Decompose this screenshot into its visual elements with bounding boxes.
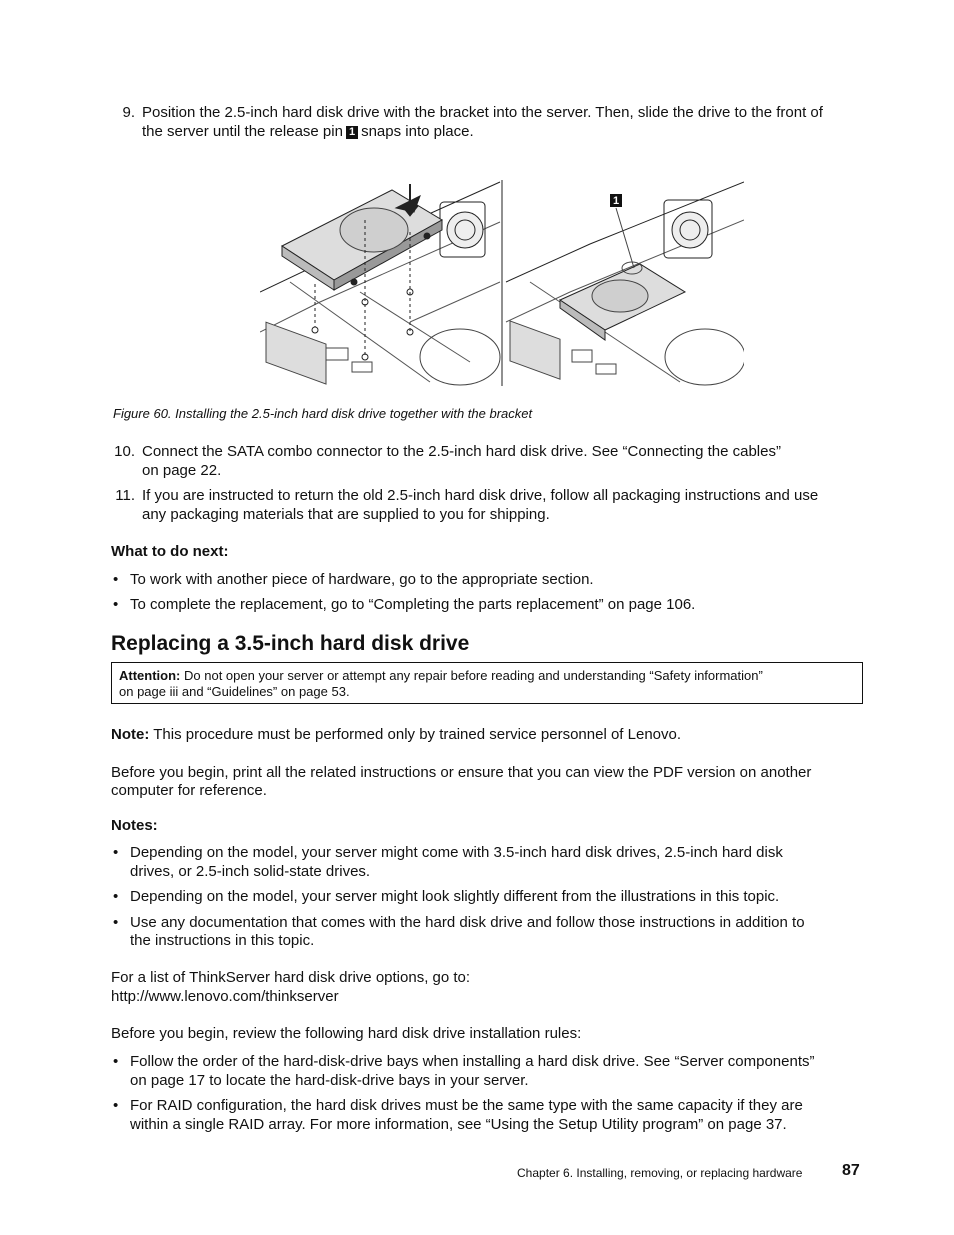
note-label: Note:: [111, 726, 150, 743]
bullet: •: [113, 1053, 119, 1070]
step-number: 11.: [115, 487, 135, 504]
before-line2: computer for reference.: [111, 782, 267, 799]
options-url-link[interactable]: http://www.lenovo.com/thinkserver: [111, 988, 339, 1005]
rules-item1-line2: on page 17 to locate the hard-disk-drive bays in your server.: [130, 1072, 529, 1089]
step10-line2: on page 22.: [142, 462, 222, 479]
figure-callout-label: 1: [612, 195, 620, 207]
callout-badge: 1: [346, 126, 358, 139]
section-title: Replacing a 3.5-inch hard disk drive: [111, 632, 470, 655]
notes-item1-line2: drives, or 2.5-inch solid-state drives.: [130, 863, 371, 880]
rules-item1-line1: Follow the order of the hard-disk-drive bays when installing a hard disk drive. See “Server components”: [130, 1053, 815, 1070]
attention-label: Attention:: [119, 668, 181, 683]
page-number: 87: [842, 1162, 860, 1179]
bullet: •: [113, 914, 119, 931]
next-heading: What to do next:: [111, 543, 229, 560]
figure-caption: Figure 60. Installing the 2.5-inch hard disk drive together with the bracket: [113, 406, 533, 421]
hard-disk-install-drawing: [260, 172, 744, 386]
notes-item1-line1: Depending on the model, your server might come with 3.5-inch hard disk drives, 2.5-inch hard disk: [130, 844, 783, 861]
before-line1: Before you begin, print all the related instructions or ensure that you can view the PDF version on another: [111, 764, 812, 781]
rules-intro: Before you begin, review the following hard disk drive installation rules:: [111, 1025, 582, 1042]
attention-text: Do not open your server or attempt any repair before reading and understanding “Safety information”: [184, 668, 763, 683]
attention-box: [111, 662, 863, 704]
notes-item2: Depending on the model, your server might look slightly different from the illustrations in this topic.: [130, 888, 780, 905]
rules-item2-line1: For RAID configuration, the hard disk drives must be the same type with the same capacity if they are: [130, 1097, 803, 1114]
rules-item2-line2: within a single RAID array. For more information, see “Using the Setup Utility program” on page 37.: [130, 1116, 787, 1133]
bullet: •: [113, 888, 119, 905]
notes-heading: Notes:: [111, 817, 158, 834]
step9-line2: [142, 122, 474, 141]
next-item: To work with another piece of hardware, go to the appropriate section.: [130, 571, 594, 588]
notes-item3-line1: Use any documentation that comes with the hard disk drive and follow those instructions in addition to: [130, 914, 805, 931]
step10-line1: Connect the SATA combo connector to the 2.5-inch hard disk drive. See “Connecting the cables”: [142, 443, 781, 460]
attention-line2: on page iii and “Guidelines” on page 53.: [119, 684, 350, 699]
step-number: 9.: [122, 104, 135, 121]
step-number: 10.: [114, 443, 135, 460]
step9-line2-post: snaps into place.: [361, 123, 474, 140]
step11-line1: If you are instructed to return the old 2.5-inch hard disk drive, follow all packaging instructions and use: [142, 487, 819, 504]
step9-line1: Position the 2.5-inch hard disk drive with the bracket into the server. Then, slide the drive to the front of: [142, 104, 823, 121]
footer-chapter: Chapter 6. Installing, removing, or replacing hardware: [517, 1166, 803, 1180]
notes-item3-line2: the instructions in this topic.: [130, 932, 315, 949]
note-text: This procedure must be performed only by trained service personnel of Lenovo.: [153, 726, 682, 743]
step11-line2: any packaging materials that are supplied to you for shipping.: [142, 506, 550, 523]
bullet: •: [113, 844, 119, 861]
note-paragraph: [111, 725, 681, 744]
next-item: To complete the replacement, go to “Completing the parts replacement” on page 106.: [130, 596, 696, 613]
step9-line2-pre: the server until the release pin: [142, 123, 343, 140]
bullet: •: [113, 1097, 119, 1114]
attention-line1: [119, 668, 856, 684]
figure-illustration: [260, 172, 744, 386]
options-line1: For a list of ThinkServer hard disk drive options, go to:: [111, 969, 471, 986]
bullet: •: [113, 571, 119, 588]
bullet: •: [113, 596, 119, 613]
